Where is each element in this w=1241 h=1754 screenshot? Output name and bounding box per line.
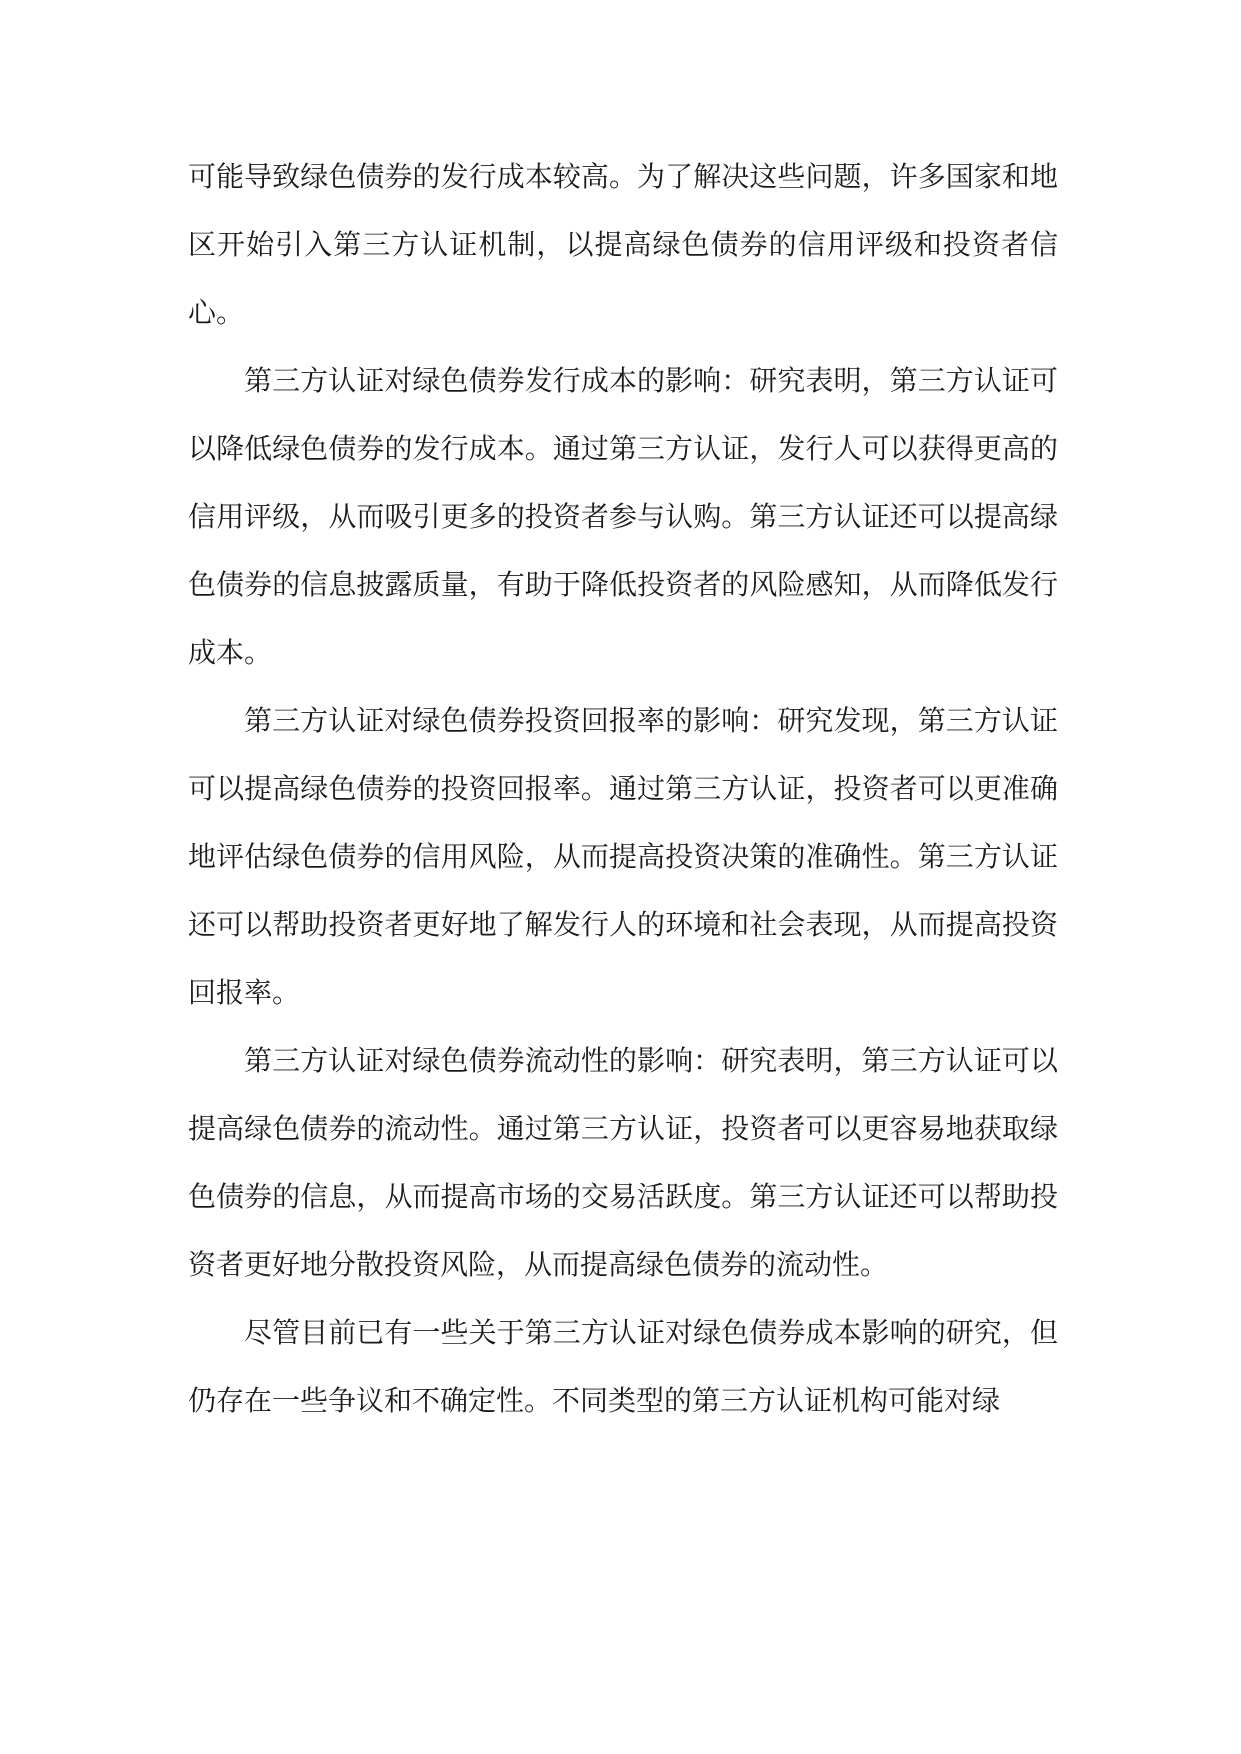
document-body (188, 143, 1058, 1435)
paragraph-investment-return: 第三方认证对绿色债券投资回报率的影响：研究发现，第三方认证可以提高绿色债券的投资回报率。通过第三方认证，投资者可以更准确地评估绿色债券的信用风险，从而提高投资决策的准确性。第三方认证还可以帮助投资者更好地了解发行人的环境和社会表现，从而提高投资回报率。 (188, 704, 1058, 1009)
paragraph-liquidity: 第三方认证对绿色债券流动性的影响：研究表明，第三方认证可以提高绿色债券的流动性。通过第三方认证，投资者可以更容易地获取绿色债券的信息，从而提高市场的交易活跃度。第三方认证还可以帮助投资者更好地分散投资风险，从而提高绿色债券的流动性。 (188, 1044, 1058, 1281)
paragraph-continuation: 可能导致绿色债券的发行成本较高。为了解决这些问题，许多国家和地区开始引入第三方认证机制，以提高绿色债券的信用评级和投资者信心。 (188, 160, 1058, 329)
paragraph-controversy: 尽管目前已有一些关于第三方认证对绿色债券成本影响的研究，但仍存在一些争议和不确定性。不同类型的第三方认证机构可能对绿 (188, 1316, 1058, 1417)
paragraph-issuance-cost: 第三方认证对绿色债券发行成本的影响：研究表明，第三方认证可以降低绿色债券的发行成本。通过第三方认证，发行人可以获得更高的信用评级，从而吸引更多的投资者参与认购。第三方认证还可以提高绿色债券的信息披露质量，有助于降低投资者的风险感知，从而降低发行成本。 (188, 364, 1058, 669)
